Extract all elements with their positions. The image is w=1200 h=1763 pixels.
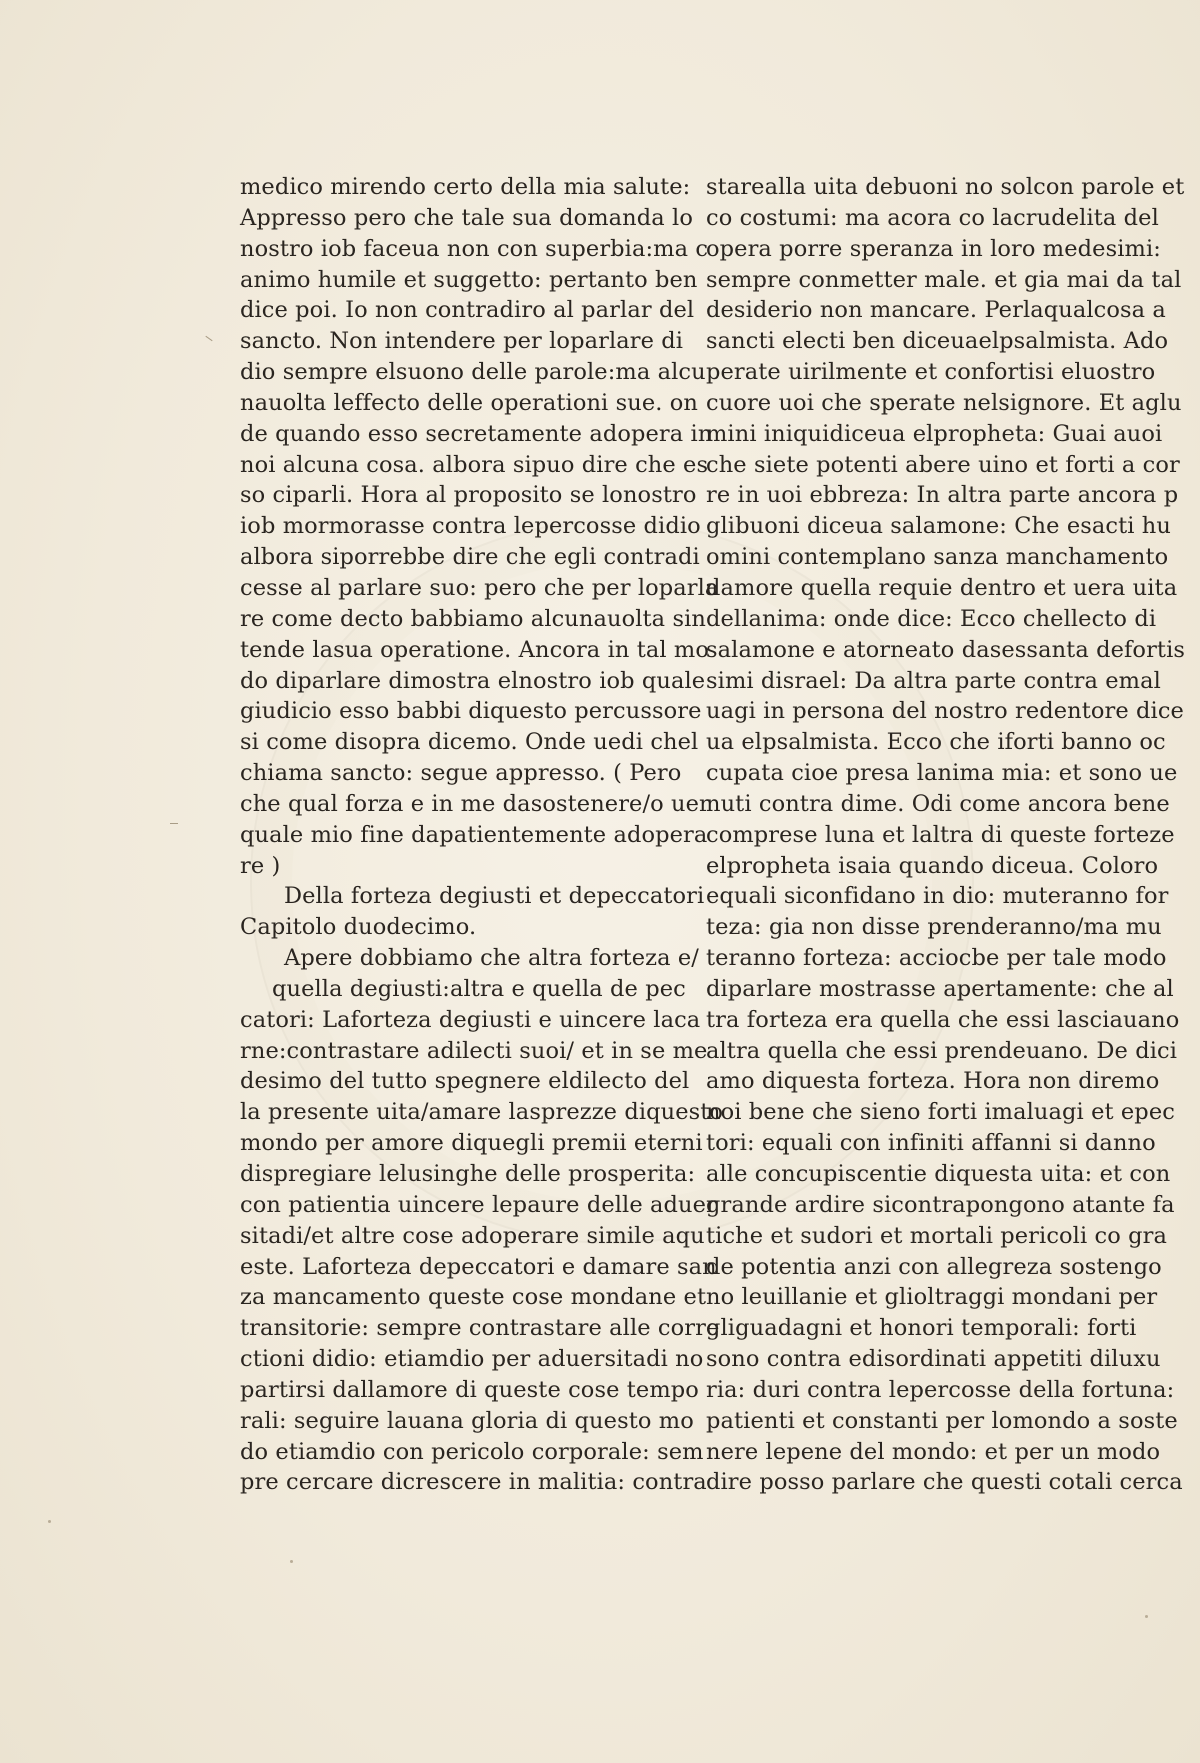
text-line: partirsi dallamore di queste cose tempo <box>240 1376 699 1403</box>
text-line: dispregiare lelusinghe delle prosperita: <box>240 1161 696 1187</box>
text-line: iob mormorasse contra lepercosse didio <box>240 513 701 540</box>
text-line: teza: gia non disse prenderanno/ma mu <box>706 914 1162 941</box>
text-line: desiderio non mancare. Perlaqualcosa a <box>706 297 1166 324</box>
text-line: catori: Laforteza degiusti e uincere laca <box>240 1006 701 1033</box>
text-line: diparlare mostrasse apertamente: che al <box>706 975 1174 1002</box>
text-line: mini iniquidiceua elpropheta: Guai auoi <box>706 420 1163 447</box>
text-line: amo diquesta forteza. Hora non diremo <box>706 1068 1160 1095</box>
text-line: elpropheta isaia quando diceua. Coloro <box>706 852 1159 879</box>
text-line: salamone e atorneato dasessanta defortis <box>706 636 1186 663</box>
text-line: dire posso parlare che questi cotali cerca <box>706 1469 1183 1496</box>
text-line: cupata cioe presa lanima mia: et sono ue <box>706 760 1178 787</box>
chapter-heading-line: Capitolo duodecimo. <box>240 914 477 941</box>
text-line: chiama sancto: segue appresso. ( Pero <box>240 760 682 787</box>
text-line: gliguadagni et honori temporali: forti <box>706 1315 1137 1342</box>
text-line: re ) <box>240 852 281 879</box>
text-line: mondo per amore diquegli premii eterni <box>240 1130 703 1157</box>
text-line: opera porre speranza in loro medesimi: <box>706 235 1161 262</box>
text-line: patienti et constanti per lomondo a soste <box>706 1407 1178 1434</box>
text-line: damore quella requie dentro et uera uita <box>706 574 1178 601</box>
text-line: tori: equali con infiniti affanni si danno <box>706 1130 1156 1157</box>
text-line: Apere dobbiamo che altra forteza e/ <box>284 945 699 972</box>
text-line: ria: duri contra lepercosse della fortuna: <box>706 1376 1175 1403</box>
text-line: perate uirilmente et confortisi eluostro <box>706 359 1156 386</box>
text-line: omini contemplano sanza manchamento <box>706 544 1169 571</box>
margin-mark <box>205 336 212 341</box>
text-line: rne:contrastare adilecti suoi/ et in se me <box>240 1037 708 1064</box>
text-column-left <box>240 172 724 1498</box>
text-line: cuore uoi che sperate nelsignore. Et aglu <box>706 389 1182 416</box>
text-line: re in uoi ebbreza: In altra parte ancora p <box>706 482 1179 509</box>
text-line: si come disopra dicemo. Onde uedi chel <box>240 729 699 756</box>
text-line: rali: seguire lauana gloria di questo mo <box>240 1407 694 1434</box>
text-line: teranno forteza: acciocbe per tale modo <box>706 945 1167 972</box>
text-line: sancto. Non intendere per loparlare di <box>240 328 684 355</box>
text-line: Appresso pero che tale sua domanda lo <box>240 204 693 231</box>
text-line: so ciparli. Hora al proposito se lonostro <box>240 482 697 509</box>
paper-speck <box>1145 1615 1148 1618</box>
text-line: simi disrael: Da altra parte contra emal <box>706 667 1161 694</box>
paper-speck <box>290 1560 293 1563</box>
text-line: quella degiusti:altra e quella de pec <box>272 975 686 1002</box>
text-line: za mancamento queste cose mondane et <box>240 1284 707 1311</box>
text-line: cesse al parlare suo: pero che per loparla <box>240 574 719 601</box>
text-line: tra forteza era quella che essi lasciauano <box>706 1006 1180 1033</box>
text-line: sitadi/et altre cose adoperare simile aqu <box>240 1222 705 1249</box>
text-line: la presente uita/amare lasprezze diquesto <box>240 1099 724 1126</box>
text-column-right <box>706 172 1186 1498</box>
text-line: albora siporrebbe dire che egli contradi <box>240 544 700 571</box>
margin-mark <box>170 823 178 824</box>
text-line: giudicio esso babbi diquesto percussore <box>240 698 702 725</box>
paper-speck <box>48 1520 51 1523</box>
chapter-heading-line: Della forteza degiusti et depeccatori <box>284 883 705 910</box>
text-line: co costumi: ma acora co lacrudelita del <box>706 204 1159 231</box>
text-line: glibuoni diceua salamone: Che esacti hu <box>706 513 1171 540</box>
text-line: sancti electi ben diceuaelpsalmista. Ado <box>706 328 1169 355</box>
text-line: noi alcuna cosa. albora sipuo dire che es <box>240 451 709 478</box>
text-line: nere lepene del mondo: et per un modo <box>706 1438 1161 1465</box>
text-line: ctioni didio: etiamdio per aduersitadi no <box>240 1346 704 1373</box>
text-line: dellanima: onde dice: Ecco chellecto di <box>706 605 1157 632</box>
text-line: no leuillanie et glioltraggi mondani per <box>706 1284 1158 1311</box>
text-line: este. Laforteza depeccatori e damare san <box>240 1253 717 1280</box>
text-line: che qual forza e in me dasostenere/o uer <box>240 790 710 817</box>
text-line: comprese luna et laltra di queste forteze <box>706 821 1175 848</box>
text-line: starealla uita debuoni no solcon parole et <box>706 174 1185 200</box>
left-body-lines-after-heading <box>240 943 724 1498</box>
text-line: noi bene che sieno forti imaluagi et epec <box>706 1099 1175 1126</box>
text-line: transitorie: sempre contrastare alle corre <box>240 1315 720 1342</box>
text-line: do diparlare dimostra elnostro iob quale <box>240 667 706 694</box>
text-line: de quando esso secretamente adopera in <box>240 420 713 447</box>
chapter-heading <box>240 881 705 943</box>
text-line: nuti contra dime. Odi come ancora bene <box>706 790 1170 817</box>
left-body-lines <box>240 172 719 881</box>
text-line: tende lasua operatione. Ancora in tal mo <box>240 636 709 663</box>
text-line: desimo del tutto spegnere eldilecto del <box>240 1068 690 1095</box>
text-line: nostro iob faceua non con superbia:ma c <box>240 235 709 262</box>
text-line: quale mio fine dapatientemente adopera <box>240 821 708 848</box>
right-body-lines <box>706 172 1186 1498</box>
text-line: uagi in persona del nostro redentore dice <box>706 698 1184 725</box>
text-line: alle concupiscentie diquesta uita: et con <box>706 1161 1171 1187</box>
text-line: animo humile et suggetto: pertanto ben <box>240 266 698 293</box>
text-line: dio sempre elsuono delle parole:ma alcu <box>240 359 706 386</box>
text-line: con patientia uincere lepaure delle aduer <box>240 1191 717 1218</box>
text-line: de potentia anzi con allegreza sostengo <box>706 1253 1162 1280</box>
text-line: altra quella che essi prendeuano. De dici <box>706 1037 1177 1064</box>
text-line: che siete potenti abere uino et forti a cor <box>706 451 1180 478</box>
text-line: tiche et sudori et mortali pericoli co gra <box>706 1222 1167 1249</box>
text-line: equali siconfidano in dio: muteranno for <box>706 883 1169 910</box>
text-line: nauolta leffecto delle operationi sue. on <box>240 389 698 416</box>
text-line: sono contra edisordinati appetiti diluxu <box>706 1346 1161 1373</box>
text-line: do etiamdio con pericolo corporale: sem <box>240 1438 704 1465</box>
text-line: dice poi. Io non contradiro al parlar del <box>240 297 695 324</box>
text-line: sempre conmetter male. et gia mai da tal <box>706 266 1182 293</box>
text-line: pre cercare dicrescere in malitia: contra <box>240 1469 707 1496</box>
text-line: ua elpsalmista. Ecco che iforti banno oc <box>706 729 1166 756</box>
text-line: medico mirendo certo della mia salute: <box>240 174 691 200</box>
text-line: grande ardire sicontrapongono atante fa <box>706 1191 1175 1218</box>
text-line: re come decto babbiamo alcunauolta sin <box>240 605 706 632</box>
